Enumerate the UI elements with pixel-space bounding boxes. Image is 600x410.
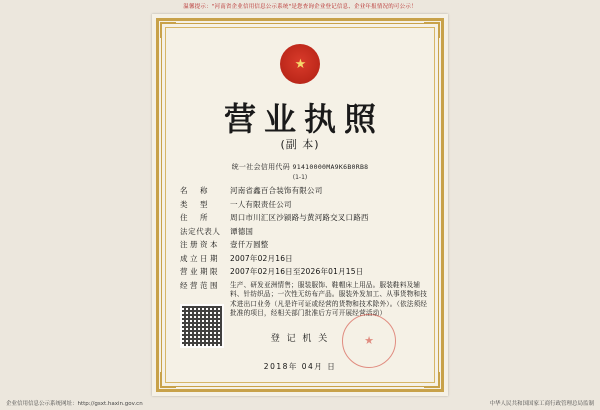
- qr-code-icon: [180, 304, 224, 348]
- field-row-term: [180, 267, 428, 276]
- field-value: 2007年02月16日: [230, 253, 293, 263]
- field-label: 法定代表人: [180, 226, 221, 236]
- registration-authority-label: 登 记 机 关: [270, 334, 330, 344]
- field-list: [180, 186, 428, 323]
- field-row-legal-rep: [180, 227, 428, 236]
- footer-left-text: 企业信用信息公示系统网址：http://gsxt.haxin.gov.cn: [6, 401, 143, 407]
- corner-ornament: [424, 372, 440, 388]
- field-label: 名 称: [180, 186, 210, 195]
- field-row-address: [180, 213, 428, 222]
- footer-right-text: 中华人民共和国国家工商行政管理总局监制: [489, 401, 594, 407]
- corner-ornament: [160, 372, 176, 388]
- field-label: 成立日期: [180, 253, 220, 263]
- field-value: 周口市川汇区沙颍路与黄河路交叉口路西: [230, 213, 369, 222]
- field-label: 住 所: [180, 213, 210, 222]
- usci-line: [152, 162, 448, 172]
- corner-ornament: [424, 22, 440, 38]
- usci-label: 统一社会信用代码: [231, 163, 291, 171]
- field-label: 注册资本: [180, 240, 220, 249]
- official-seal: [342, 314, 396, 368]
- field-label: 类 型: [180, 199, 210, 209]
- field-value: 壹仟万圆整: [230, 240, 269, 249]
- field-row-capital: [180, 240, 428, 249]
- field-value: 2007年02月16日至2026年01月15日: [230, 267, 364, 276]
- business-license-certificate: [152, 14, 448, 396]
- field-value: 河南省鑫百合装饰有限公司: [230, 186, 323, 195]
- certificate-serial: (1-1): [292, 174, 308, 181]
- certificate-subtitle: (副 本): [280, 138, 320, 151]
- field-value: 谭德国: [230, 226, 254, 236]
- footer-bar: [0, 399, 600, 407]
- field-row-name: [180, 186, 428, 195]
- issue-date: 2018年 04月 日: [263, 362, 337, 371]
- field-value: 一人有限责任公司: [230, 199, 292, 209]
- usci-code: 91410000MA9K6B0RB8: [292, 163, 369, 171]
- corner-ornament: [160, 22, 176, 38]
- emblem-stars-icon: ★: [294, 56, 306, 72]
- national-emblem-icon: [280, 44, 320, 84]
- field-label: 营业期限: [180, 267, 220, 276]
- field-row-founded: [180, 254, 428, 263]
- page-title: 营业执照: [223, 100, 384, 138]
- field-label: 经营范围: [180, 280, 220, 290]
- decorative-inner-frame: [165, 27, 435, 383]
- seal-star-icon: ★: [364, 334, 374, 347]
- field-value: 生产、研发亚洲情售；服装服饰、鞋帽床上用品。服装鞋料及辅料、针纺织品；一次性无纺布产品。服装外发加工、从事货物和技术进出口业务（凡是许可证或经营的货物和技术除外）。（依法须经批准的项目，经相关部门批准后方可开展经营活动）: [230, 280, 428, 317]
- field-row-type: [180, 200, 428, 209]
- top-notice-banner: 温馨提示："河南省企业信用信息公示系统"是您查询企业登记信息、企业年报情况的可公示！: [183, 4, 417, 10]
- field-row-business-scope: [180, 281, 428, 319]
